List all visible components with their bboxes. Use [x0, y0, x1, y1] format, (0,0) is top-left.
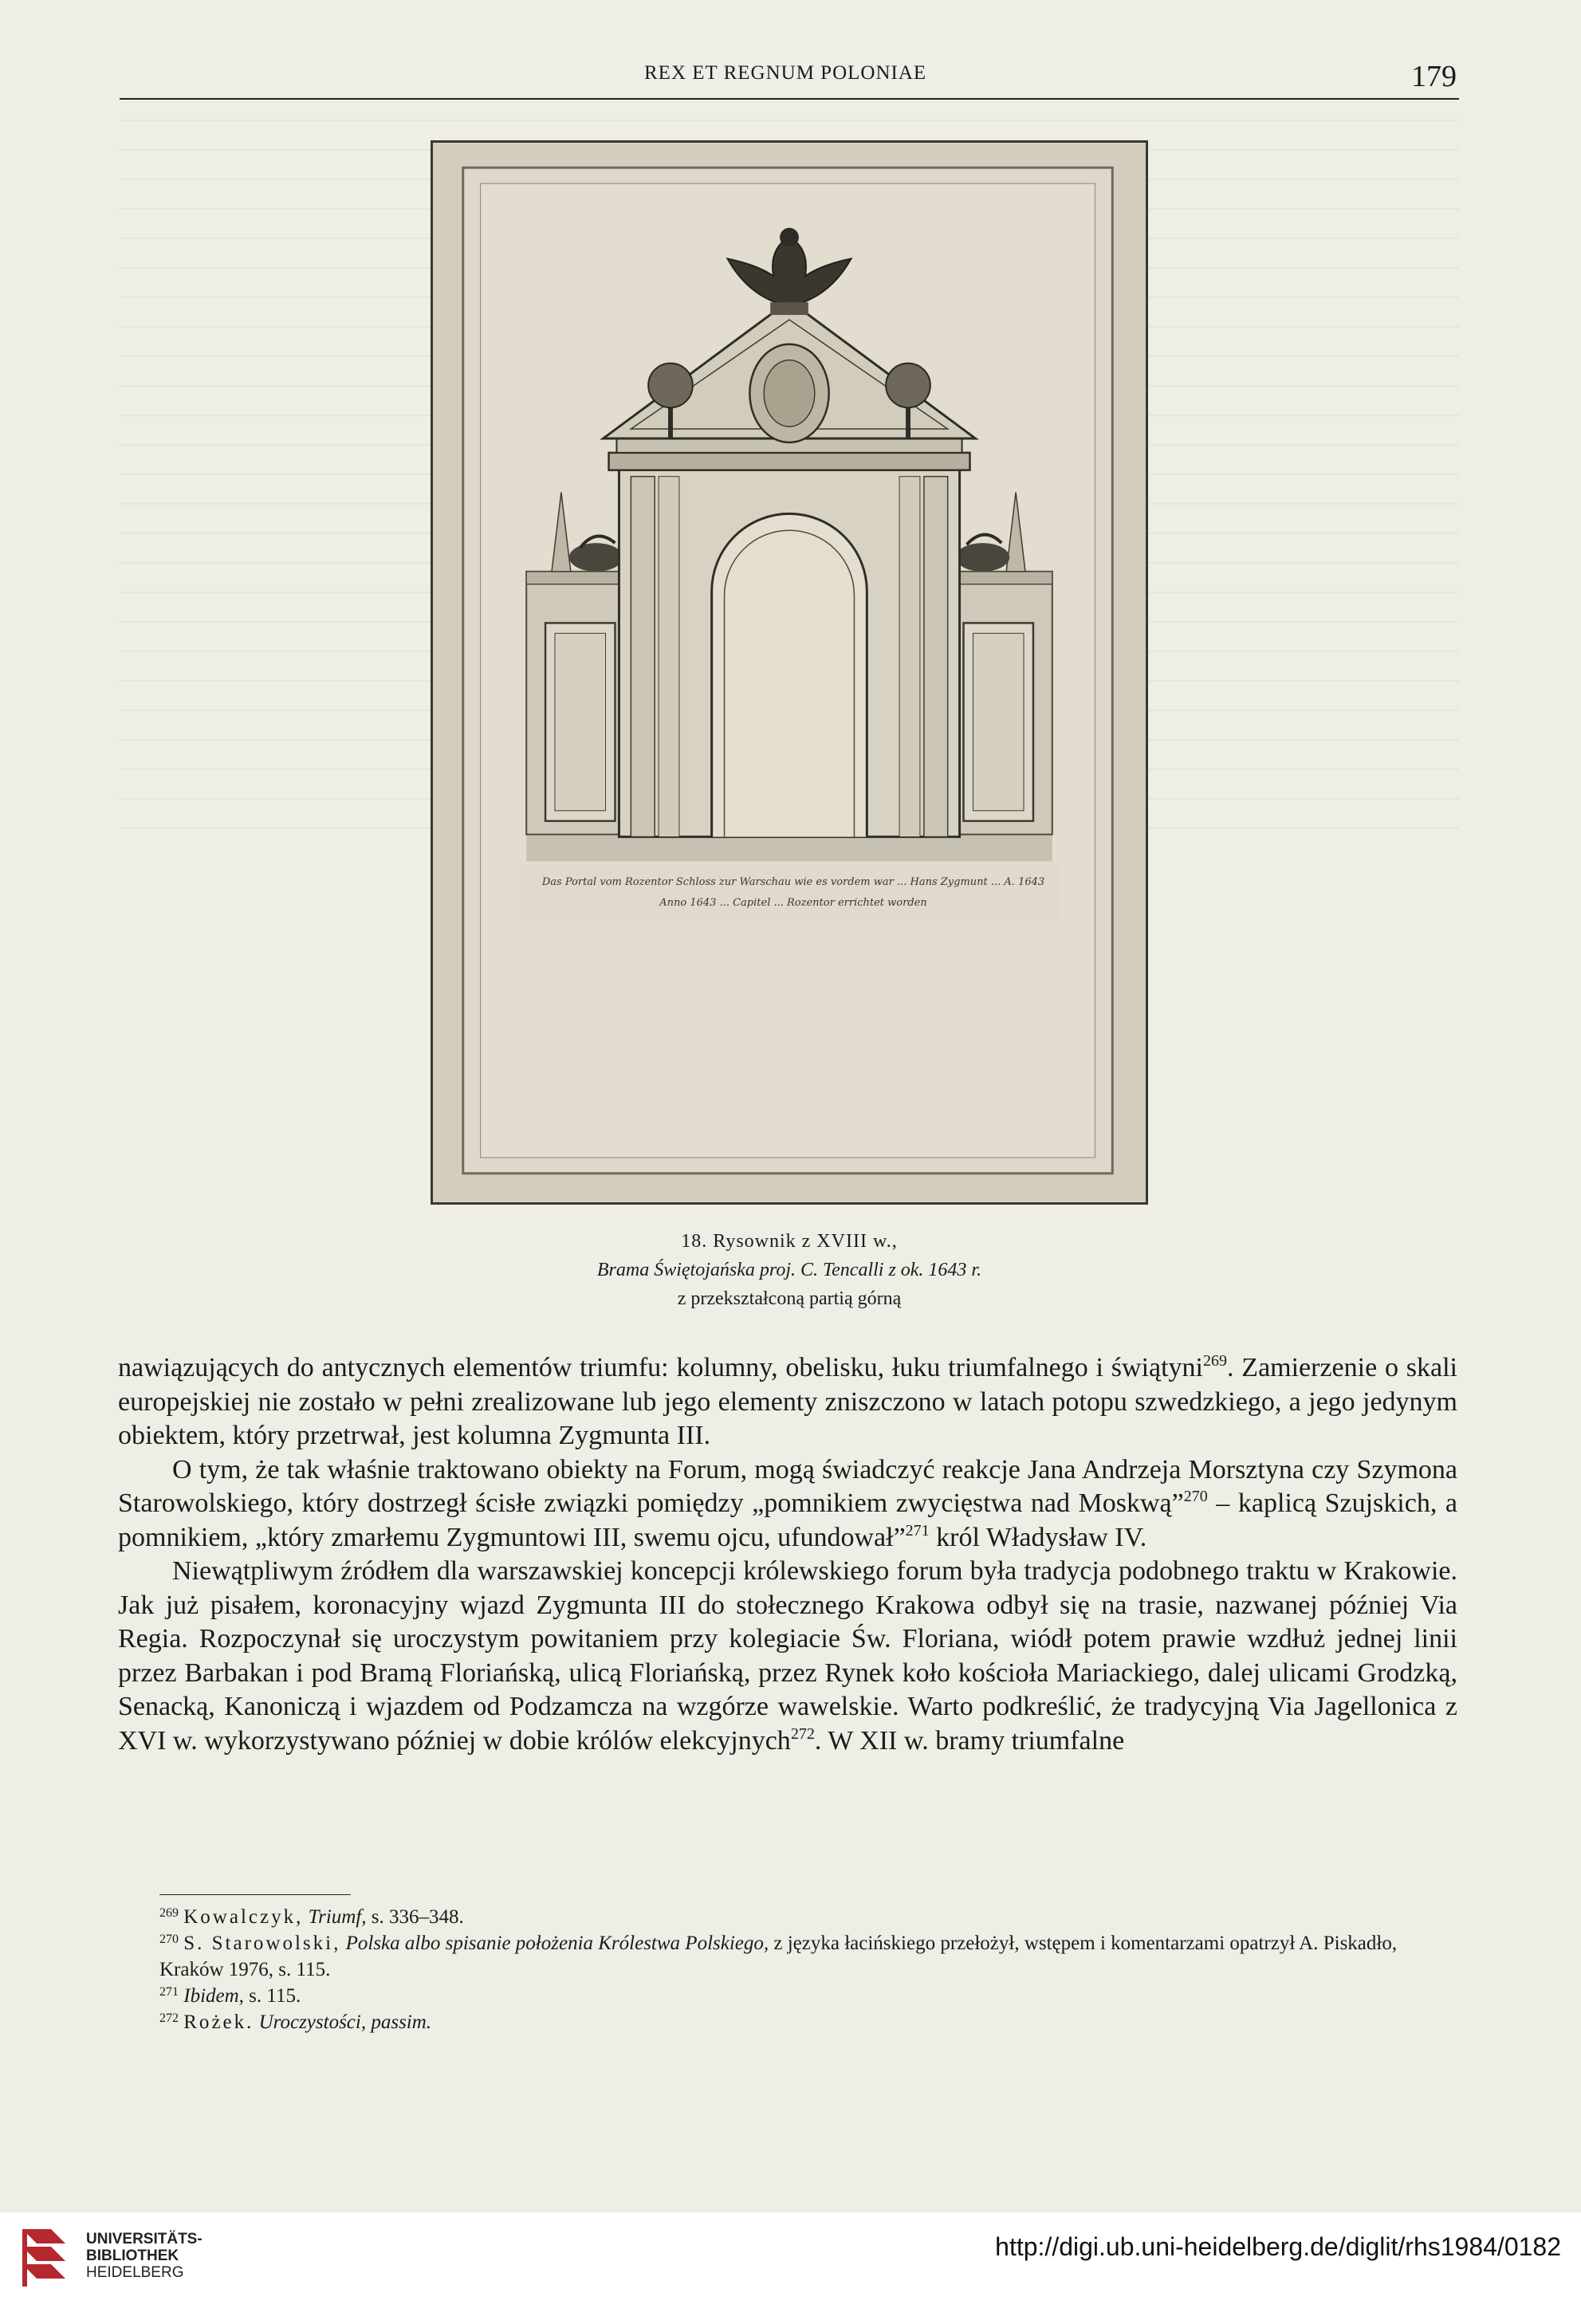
figure-caption-line-1: 18. Rysownik z XVIII w.,	[681, 1231, 898, 1252]
footnote-title: Ibidem,	[183, 1985, 244, 2007]
header-rule	[120, 98, 1459, 100]
footnote-number: 272	[159, 2011, 179, 2025]
gate-drawing-illustration	[433, 143, 1146, 1202]
footnote-rest: s. 336–348.	[366, 1906, 464, 1928]
library-name	[86, 2231, 203, 2281]
paragraph-3-part-a: Niewątpliwym źródłem dla warszawskiej koncepcji królewskiego forum była tradycja podobnego traktu w Krakowie. Jak już pisałem, koronacyjny wjazd Zygmunta III do stołecznego Krakowa odbył się na trasie, nazwanej później Via Regia. Rozpoczynał się uroczystym powitaniem przy kolegiacie Św. Floriana, wiódł potem prawie wzdłuż jednej linii przez Barbakan i pod Bramą Floriańską, ulicą Floriańską, przez Rynek koło kościoła Mariackiego, dalej ulicami Grodzką, Senacką, Kanoniczą i wjazdem od Podzamcza na wzgórze wawelskie. Warto podkreślić, że tradycyjną Via Jagellonica z XVI w. wykorzystywano później w dobie królów elekcyjnych	[118, 1556, 1457, 1756]
footnote-number: 270	[159, 1933, 179, 1946]
paragraph-2-part-b: – kaplicą Szujskich, a pomnikiem, „który zmarłemu Zygmuntowi III, swemu ojcu, ufundował”	[118, 1488, 1457, 1552]
figure-caption-line-3: z przekształconą partią górną	[677, 1288, 902, 1309]
footnote-number: 271	[159, 1985, 179, 1999]
footnote-rule	[159, 1894, 351, 1895]
paragraph-2-part-a: O tym, że tak właśnie traktowano obiekty na Forum, mogą świadczyć reakcje Jana Andrzeja Morsztyna czy Szymona Starowolskiego, który dostrzegł ścisłe związki pomiędzy „pomnikiem zwycięstwa nad Moskwą”	[118, 1454, 1457, 1518]
footnote-author: Kowalczyk,	[183, 1906, 304, 1928]
paragraph-1	[118, 1351, 1457, 1453]
footnote-rest: z języka łacińskiego przełożył, wstępem i komentarzami opatrzył A. Piskadło, Kraków 1976, s. 115.	[159, 1933, 1398, 1980]
footnotes	[118, 1904, 1457, 2035]
footnote-title: Uroczystości, passim.	[258, 2011, 432, 2033]
paragraph-1-text: nawiązujących do antycznych elementów triumfu: kolumny, obelisku, łuku triumfalnego i świątyni	[118, 1353, 1203, 1382]
figure-inscription-line-2: Anno 1643 ... Capitel ... Rozentor errichtet worden	[659, 897, 927, 909]
footnote-272	[118, 2009, 1457, 2035]
paragraph-2	[118, 1453, 1457, 1555]
footnote-ref-271[interactable]: 271	[905, 1521, 930, 1540]
footnote-title: Triumf,	[308, 1906, 367, 1928]
library-name-line-2: BIBLIOTHEK	[86, 2247, 179, 2264]
body-text	[118, 1351, 1457, 1758]
digitization-url-link[interactable]: http://digi.ub.uni-heidelberg.de/diglit/rhs1984/0182	[995, 2232, 1561, 2261]
footnote-number: 269	[159, 1906, 179, 1920]
library-name-line-3: HEIDELBERG	[86, 2264, 184, 2281]
footnote-ref-269[interactable]: 269	[1203, 1352, 1227, 1370]
footnote-rest: s. 115.	[243, 1985, 301, 2007]
footnote-author: S. Starowolski,	[183, 1933, 341, 1954]
library-name-line-1: UNIVERSITÄTS-	[86, 2231, 203, 2247]
footnote-author: Rożek.	[183, 2011, 254, 2033]
paragraph-3-part-b: . W XII w. bramy triumfalne	[814, 1725, 1125, 1756]
footnote-ref-272[interactable]: 272	[790, 1724, 815, 1743]
figure-inscription-line-1: Das Portal vom Rozentor Schloss zur Warschau wie es vordem war ... Hans Zygmunt ... A. 1643	[541, 876, 1045, 888]
footnote-ref-270[interactable]: 270	[1183, 1488, 1208, 1505]
paragraph-1-continuation: . Zamierzenie o skali europejskiej nie zostało w pełni zrealizowane lub jego elementy zniszczono w latach potopu szwedzkiego, a jego jedynym obiektem, który przetrwał, jest kolumna Zygmunta III.	[118, 1353, 1457, 1450]
figure-photo-gate-drawing	[431, 140, 1148, 1205]
running-title: REX ET REGNUM POLONIAE	[644, 62, 927, 84]
footnote-269	[118, 1904, 1457, 1930]
paragraph-2-part-c: król Władysław IV.	[929, 1522, 1147, 1552]
digitization-footer	[0, 2212, 1581, 2324]
paragraph-3	[118, 1555, 1457, 1758]
footnote-title: Polska albo spisanie położenia Królestwa Polskiego,	[345, 1933, 769, 1954]
page-number: 179	[1411, 60, 1457, 93]
footnote-271	[118, 1983, 1457, 2009]
footnote-270	[118, 1930, 1457, 1983]
university-library-logo-icon	[16, 2223, 72, 2295]
figure-caption-line-2: Brama Świętojańska proj. C. Tencalli z ok. 1643 r.	[596, 1260, 982, 1280]
